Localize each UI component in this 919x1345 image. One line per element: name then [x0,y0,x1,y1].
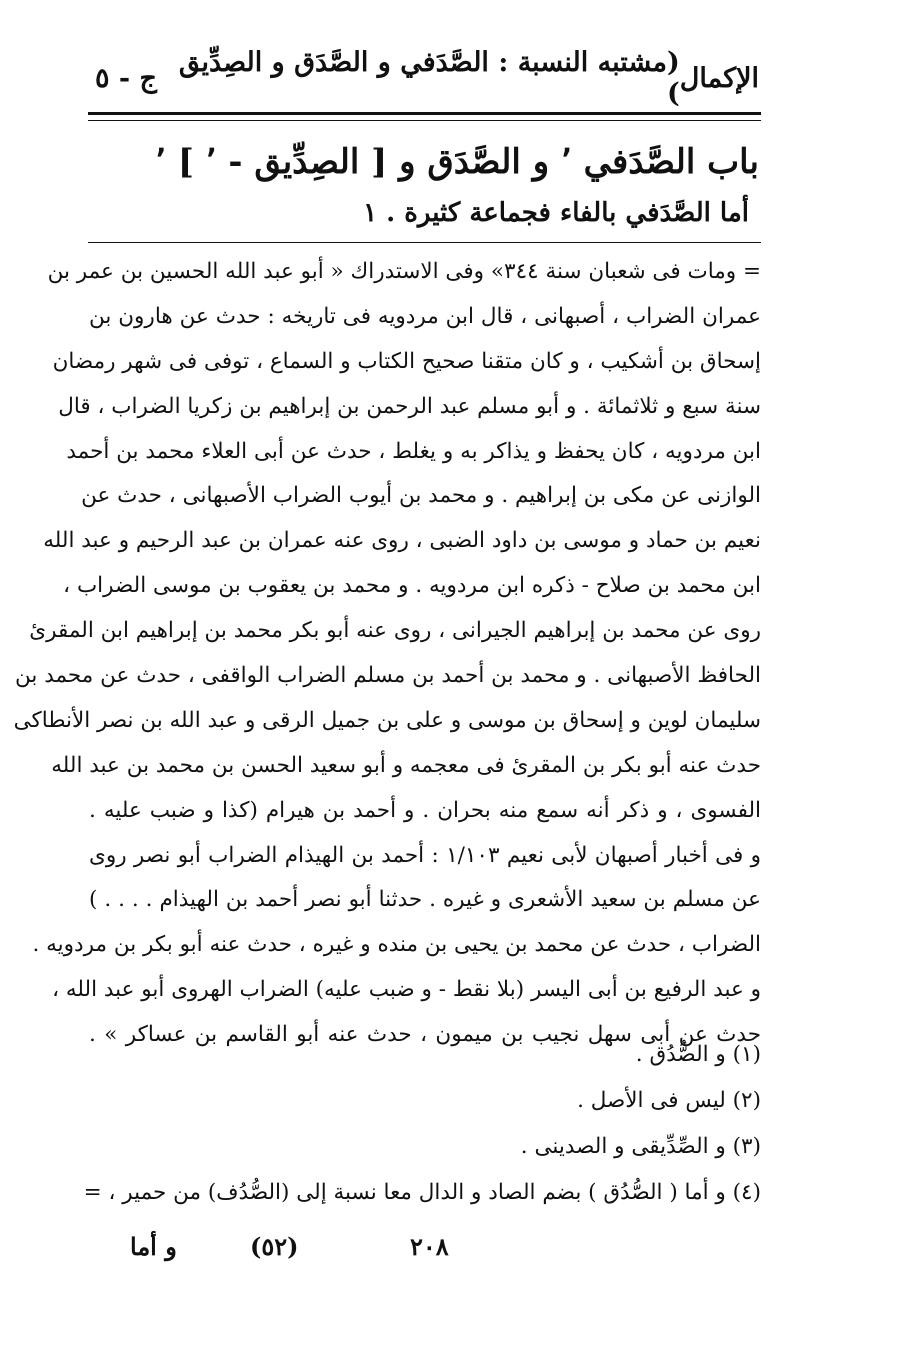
text-line: حدث عنه أبو بكر بن المقرئ فى معجمه و أبو سعيد الحسن بن محمد بن عبد الله [51,752,761,778]
footnote-1: (١) و الصُّدُق . [635,1042,761,1067]
text-line: ابن مردويه ، كان يحفظ و يذاكر به و يغلط ، حدث عن أبى العلاء محمد بن أحمد [66,438,761,464]
header-book-title: الإكمال [679,62,759,94]
text-line: الحافظ الأصبهانى . و محمد بن أحمد بن مسلم الضراب الواقفى ، حدث عن محمد بن [15,663,761,689]
text-line: = ومات فى شعبان سنة ٣٤٤» وفى الاستدراك « أبو عبد الله الحسين بن عمر بن [47,259,761,284]
footnote-continuation-block [13,250,761,1058]
header-volume: ج - ٥ [94,62,157,94]
header-rule-thin [88,120,761,121]
text-line: حدث عن أبى سهل نجيب بن ميمون ، حدث عنه أبو القاسم بن عساكر » . [89,1022,761,1048]
chapter-title: باب الصَّدَفي ٬ و الصَّدَق و [ الصِدِّيق - ٬ ] ٬ [155,142,759,182]
running-header [94,47,759,109]
chapter-subtitle: أما الصَّدَفي بالفاء فجماعة كثيرة . ١ [363,198,749,228]
text-line: الضراب ، حدث عن محمد بن يحيى بن منده و غيره ، حدث عنه أبو بكر بن مردويه . [32,932,761,958]
text-line: و فى أخبار أصبهان لأبى نعيم ١/١٠٣ : أحمد بن الهيذام الضراب أبو نصر روى [89,842,761,868]
text-line: عمران الضراب ، أصبهانى ، قال ابن مردويه فى تاريخه : حدث عن هارون بن [89,303,761,329]
text-line: سليمان لوين و إسحاق بن موسى و على بن جميل الرقى و عبد الله بن نصر الأنطاكى [13,707,761,733]
text-line: سنة سبع و ثلاثمائة . و أبو مسلم عبد الرحمن بن إبراهيم بن زكريا الضراب ، قال [58,393,761,419]
text-line: عن مسلم بن سعيد الأشعرى و غيره . حدثنا أبو نصر أحمد بن الهيذام . . . . ) [89,887,761,913]
page-footer [120,1232,759,1272]
text-line: نعيم بن حماد و موسى بن داود الضبى ، روى عنه عمران بن عبد الرحيم و عبد الله [43,528,761,554]
volume-page-number: (٥٢) [250,1232,299,1261]
header-rule [88,112,761,115]
text-rule [88,242,761,243]
text-line: إسحاق بن أشكيب ، و كان متقنا صحيح الكتاب و السماع ، توفى فى شهر رمضان [52,348,761,374]
text-line: روى عن محمد بن إبراهيم الجيرانى ، روى عنه أبو بكر محمد بن إبراهيم ابن المقرئ [29,618,761,644]
footnote-3: (٣) و الصِّدِّيقى و الصدينى . [520,1134,761,1159]
header-section-title: (مشتبه النسبة : الصَّدَفي و الصَّدَق و الصِدِّيق ) [178,47,680,109]
text-line: الوازنى عن مكى بن إبراهيم . و محمد بن أيوب الضراب الأصبهانى ، حدث عن [81,483,761,509]
footnotes [83,1032,761,1216]
text-line: الفسوى ، و ذكر أنه سمع منه بحران . و أحمد بن هيرام (كذا و ضبب عليه . [89,797,761,823]
text-line: ابن محمد بن صلاح - ذكره ابن مردويه . و محمد بن يعقوب بن موسى الضراب ، [63,573,761,599]
catchword: و أما [130,1232,177,1261]
text-line: و عبد الرفيع بن أبى اليسر (بلا نقط - و ضبب عليه) الضراب الهروى أبو عبد الله ، [52,977,761,1003]
footnote-2: (٢) ليس فى الأصل . [577,1088,761,1113]
page-number: ٢٠٨ [410,1232,449,1261]
footnote-4: (٤) و أما ( الصُّدُق ) بضم الصاد و الدال معا نسبة إلى (الصُّدُف) من حمير ، = [83,1180,761,1205]
